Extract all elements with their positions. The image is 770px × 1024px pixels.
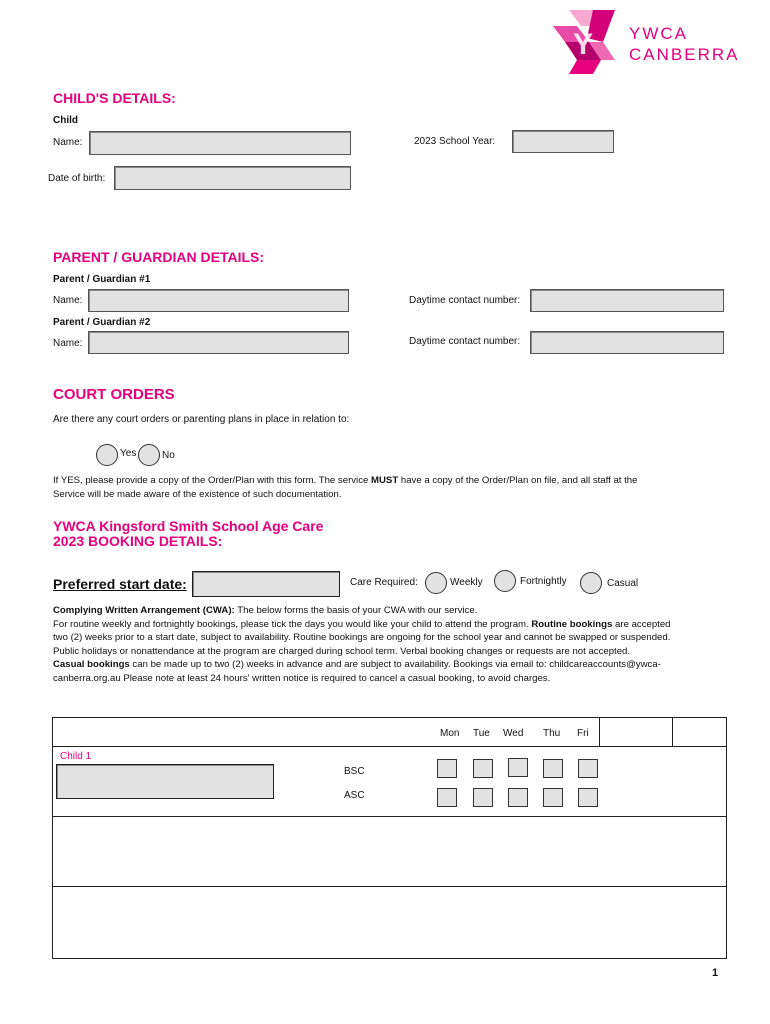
bsc-fri-checkbox[interactable] xyxy=(578,759,598,778)
weekly-radio[interactable] xyxy=(425,572,447,594)
cwa-line6: canberra.org.au Please note at least 24 hours' written notice is required to cancel a casual booking, to avoid charges. xyxy=(53,672,551,684)
school-year-label: 2023 School Year: xyxy=(414,136,496,147)
childs-details-heading: CHILD'S DETAILS: xyxy=(53,90,176,106)
day-header-wed: Wed xyxy=(503,728,524,739)
dob-field[interactable] xyxy=(114,166,351,190)
yes-radio[interactable] xyxy=(96,444,118,466)
casual-label: Casual xyxy=(607,578,639,589)
dob-label: Date of birth: xyxy=(48,173,106,184)
guardian2-name-label: Name: xyxy=(53,338,83,349)
table-header-divider xyxy=(53,746,726,747)
bsc-label: BSC xyxy=(344,766,365,777)
no-label: No xyxy=(162,450,175,461)
cwa-line2-post: are accepted xyxy=(612,618,671,630)
court-note-pre: If YES, please provide a copy of the Order/Plan with this form. The service xyxy=(53,475,371,486)
booking-heading-line2: 2023 BOOKING DETAILS: xyxy=(53,533,223,549)
asc-label: ASC xyxy=(344,790,365,801)
day-header-tue: Tue xyxy=(473,728,490,739)
child-name-field[interactable] xyxy=(89,131,351,155)
cwa-bold: Complying Written Arrangement (CWA): xyxy=(53,605,235,616)
cwa-line5-bold: Casual bookings xyxy=(53,659,130,671)
asc-thu-checkbox[interactable] xyxy=(543,788,563,807)
court-note-bold: MUST xyxy=(371,475,399,486)
child1-name-field[interactable] xyxy=(56,764,274,799)
page-number: 1 xyxy=(712,967,719,979)
child-subheading: Child xyxy=(53,115,78,126)
court-note-line2: Service will be made aware of the existence of such documentation. xyxy=(53,488,342,500)
casual-radio[interactable] xyxy=(580,572,602,594)
child1-label: Child 1 xyxy=(60,751,92,762)
logo-text-ywca: YWCA xyxy=(629,24,688,43)
bsc-mon-checkbox[interactable] xyxy=(437,759,457,778)
court-orders-heading: COURT ORDERS xyxy=(53,386,175,403)
cwa-paragraph xyxy=(53,604,743,686)
school-year-field[interactable] xyxy=(512,130,614,153)
day-header-fri: Fri xyxy=(577,728,589,739)
table-vline-2 xyxy=(672,718,673,746)
start-date-field[interactable] xyxy=(192,571,340,597)
yes-label: Yes xyxy=(120,448,137,459)
guardian1-name-field[interactable] xyxy=(88,289,349,312)
booking-heading-line1: YWCA Kingsford Smith School Age Care xyxy=(53,518,324,534)
cwa-line2-pre: For routine weekly and fortnightly bookings, please tick the days you would like your child to attend the program. xyxy=(53,618,532,630)
guardian1-name-label: Name: xyxy=(53,295,83,306)
booking-table xyxy=(52,717,727,959)
table-vline-1 xyxy=(599,718,600,746)
bsc-thu-checkbox[interactable] xyxy=(543,759,563,778)
child-name-label: Name: xyxy=(53,137,83,148)
logo-text-canberra: CANBERRA xyxy=(629,45,740,64)
day-header-thu: Thu xyxy=(543,728,561,739)
table-row-divider-2 xyxy=(53,886,726,887)
table-row-divider-1 xyxy=(53,816,726,817)
ywca-logo-mark-icon xyxy=(553,8,621,76)
parent-details-heading: PARENT / GUARDIAN DETAILS: xyxy=(53,249,265,265)
cwa-line3: two (2) weeks prior to a start date, subject to availability. Routine bookings are ongoing for the school year and cannot be swapped or suspended. xyxy=(53,632,671,644)
guardian1-phone-field[interactable] xyxy=(530,289,724,312)
asc-tue-checkbox[interactable] xyxy=(473,788,493,807)
start-date-label: Preferred start date: xyxy=(53,576,187,592)
bsc-tue-checkbox[interactable] xyxy=(473,759,493,778)
care-required-label: Care Required: xyxy=(350,577,418,588)
court-orders-question: Are there any court orders or parenting plans in place in relation to: xyxy=(53,414,350,425)
ywca-logo xyxy=(553,8,763,76)
day-header-mon: Mon xyxy=(440,728,460,739)
fortnightly-radio[interactable] xyxy=(494,570,516,592)
svg-text:Y: Y xyxy=(573,28,594,61)
no-radio[interactable] xyxy=(138,444,160,466)
guardian2-phone-field[interactable] xyxy=(530,331,724,354)
cwa-line4: Public holidays or nonattendance at the program are charged during school term. Verbal booking changes or requests are not accepted. xyxy=(53,645,631,657)
cwa-text: The below forms the basis of your CWA with our service. xyxy=(234,605,478,616)
guardian1-phone-label: Daytime contact number: xyxy=(409,295,521,306)
guardian2-phone-label: Daytime contact number: xyxy=(409,336,521,347)
cwa-line2-bold: Routine bookings xyxy=(531,618,613,630)
court-orders-note xyxy=(53,474,743,501)
asc-mon-checkbox[interactable] xyxy=(437,788,457,807)
court-note-post: have a copy of the Order/Plan on file, and all staff at the xyxy=(398,475,638,486)
weekly-label: Weekly xyxy=(450,577,483,588)
asc-fri-checkbox[interactable] xyxy=(578,788,598,807)
guardian1-subheading: Parent / Guardian #1 xyxy=(53,274,151,285)
cwa-line5-post: can be made up to two (2) weeks in advance and are subject to availability. Bookings via email to: childcareaccounts@ywca- xyxy=(129,659,661,671)
bsc-wed-checkbox[interactable] xyxy=(508,758,528,777)
guardian2-name-field[interactable] xyxy=(88,331,349,354)
asc-wed-checkbox[interactable] xyxy=(508,788,528,807)
fortnightly-label: Fortnightly xyxy=(520,576,567,587)
guardian2-subheading: Parent / Guardian #2 xyxy=(53,317,151,328)
